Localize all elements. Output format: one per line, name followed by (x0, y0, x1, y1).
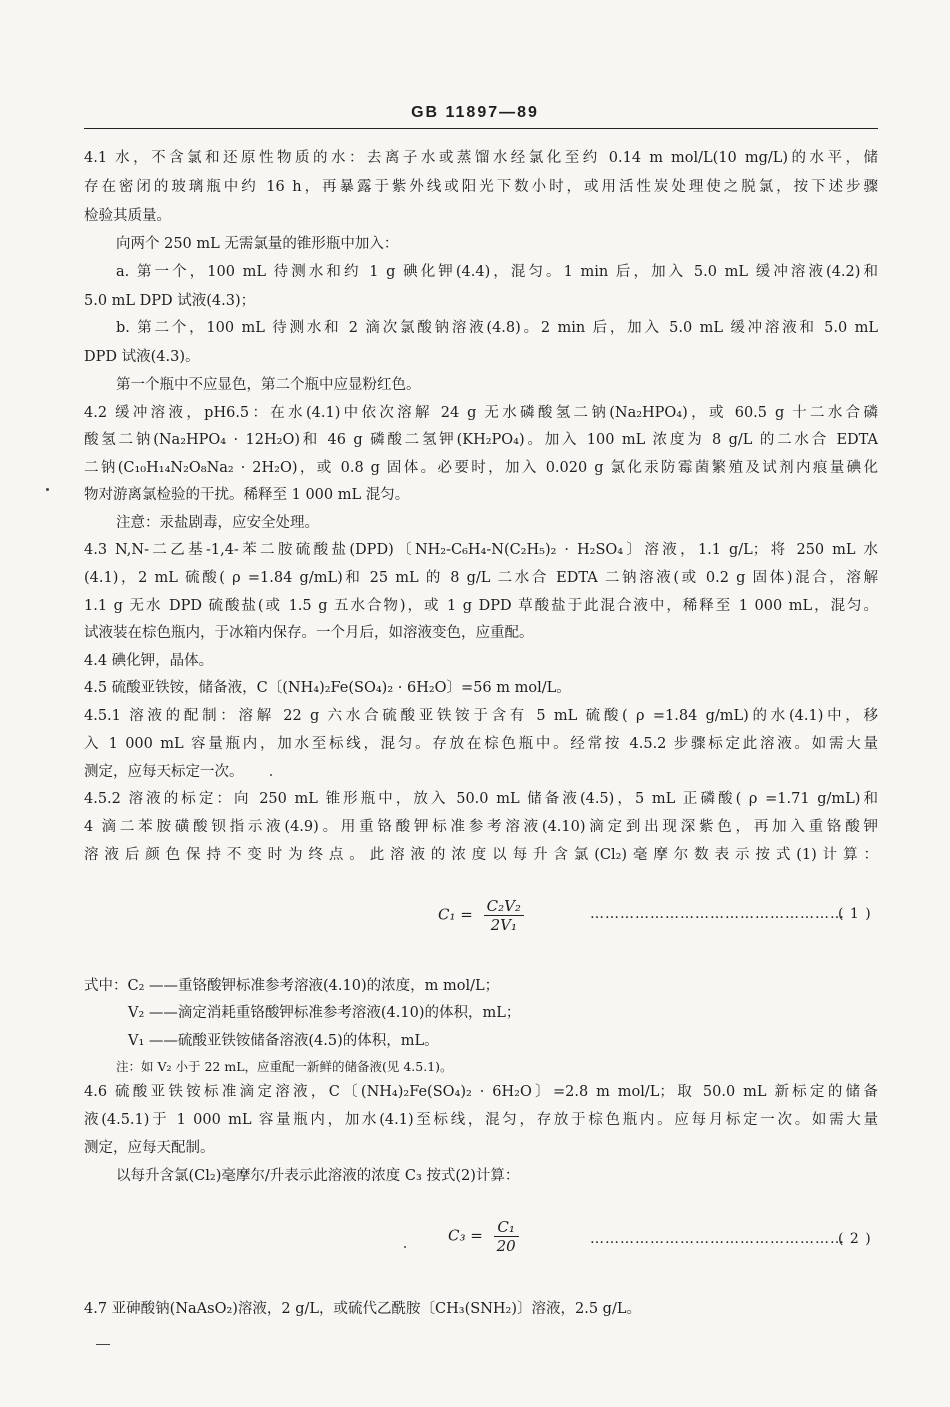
scan-speck (270, 774, 272, 776)
definition-line: V₁ ——硫酸亚铁铵储备溶液(4.5)的体积，mL。 (128, 1033, 439, 1049)
formula-1-fraction (484, 897, 524, 934)
text-line: 二钠(C₁₀H₁₄N₂O₈Na₂ · 2H₂O)，或 0.8 g 固体。必要时，加入 0.020 g 氯化汞防霉菌繁殖及试剂内痕量碘化 (84, 460, 878, 476)
formula-1-label: ( 1 ) (838, 906, 872, 922)
formula-2-leader: …………………………………………… (590, 1231, 845, 1247)
scan-speck (46, 488, 49, 491)
formula-2-numerator: C₁ (494, 1218, 519, 1237)
text-line: 测定，应每天标定一次。 (84, 764, 244, 780)
text-line: 第一个瓶中不应显色，第二个瓶中应显粉红色。 (116, 377, 421, 393)
scan-speck (404, 1246, 406, 1248)
text-line: 4.1 水，不含氯和还原性物质的水：去离子水或蒸馏水经氯化至约 0.14 m mol/L(10 mg/L)的水平，储 (84, 150, 878, 166)
formula-1-leader: …………………………………………… (590, 906, 845, 922)
text-line: 4.7 亚砷酸钠(NaAsO₂)溶液，2 g/L，或硫代乙酰胺〔CH₃(SNH₂)〕溶液，2.5 g/L。 (84, 1301, 641, 1317)
formula-1 (438, 897, 524, 947)
page-header: GB 11897—89 (411, 104, 539, 121)
formula-1-numerator: C₂V₂ (484, 897, 524, 916)
text-line: 1.1 g 无水 DPD 硫酸盐(或 1.5 g 五水合物)，或 1 g DPD 草酸盐于此混合液中，稀释至 1 000 mL，混匀。 (84, 598, 878, 614)
text-line: 4.5.1 溶液的配制：溶解 22 g 六水合硫酸亚铁铵于含有 5 mL 硫酸( ρ =1.84 g/mL)的水(4.1)中，移 (84, 708, 878, 724)
text-line: 4.2 缓冲溶液，pH6.5：在水(4.1)中依次溶解 24 g 无水磷酸氢二钠(Na₂HPO₄)，或 60.5 g 十二水合磷 (84, 405, 878, 421)
definition-line: V₂ ——滴定消耗重铬酸钾标准参考溶液(4.10)的体积，mL； (128, 1005, 521, 1021)
formula-2-fraction (494, 1218, 519, 1255)
scan-speck (96, 1344, 110, 1345)
formula-1-denominator: 2V₁ (490, 916, 517, 934)
text-line: 酸氢二钠(Na₂HPO₄ · 12H₂O)和 46 g 磷酸二氢钾(KH₂PO₄)。加入 100 mL 浓度为 8 g/L 的二水合 EDTA (84, 432, 878, 448)
text-line: 测定，应每天配制。 (84, 1140, 215, 1156)
text-line: a. 第一个，100 mL 待测水和约 1 g 碘化钾(4.4)，混匀。1 min 后，加入 5.0 mL 缓冲溶液(4.2)和 (116, 264, 878, 280)
text-line: 向两个 250 mL 无需氯量的锥形瓶中加入： (116, 236, 399, 252)
text-line: 溶液后颜色保持不变时为终点。此溶液的浓度以每升含氯(Cl₂)毫摩尔数表示按式(1)计算： (84, 847, 878, 863)
text-line: 检验其质量。 (84, 208, 171, 224)
text-line: (4.1)，2 mL 硫酸( ρ =1.84 g/mL)和 25 mL 的 8 g/L 二水合 EDTA 二钠溶液(或 0.2 g 固体)混合，溶解 (84, 570, 878, 586)
text-line: 4.5 硫酸亚铁铵，储备液，C〔(NH₄)₂Fe(SO₄)₂ · 6H₂O〕=56 m mol/L。 (84, 680, 571, 696)
text-line: 存在密闭的玻璃瓶中约 16 h，再暴露于紫外线或阳光下数小时，或用活性炭处理使之脱氯，按下述步骤 (84, 179, 878, 195)
text-line: 4 滴二苯胺磺酸钡指示液(4.9)。用重铬酸钾标准参考溶液(4.10)滴定到出现深紫色，再加入重铬酸钾 (84, 819, 878, 835)
text-line: 以每升含氯(Cl₂)毫摩尔/升表示此溶液的浓度 C₃ 按式(2)计算： (116, 1168, 520, 1184)
text-line: 4.5.2 溶液的标定：向 250 mL 锥形瓶中，放入 50.0 mL 储备液(4.5)，5 mL 正磷酸( ρ =1.71 g/mL)和 (84, 791, 878, 807)
note-line: 注：如 V₂ 小于 22 mL，应重配一新鲜的储备液(见 4.5.1)。 (116, 1059, 453, 1074)
text-line: 试液装在棕色瓶内，于冰箱内保存。一个月后，如溶液变色，应重配。 (84, 625, 534, 641)
text-line: 物对游离氯检验的干扰。稀释至 1 000 mL 混匀。 (84, 487, 410, 503)
formula-2-denominator: 20 (496, 1237, 516, 1255)
formula-2-lhs: C₃ = (448, 1226, 483, 1245)
formula-1-lhs: C₁ = (438, 905, 473, 924)
text-line: 注意：汞盐剧毒，应安全处理。 (116, 515, 319, 531)
text-line: b. 第二个，100 mL 待测水和 2 滴次氯酸钠溶液(4.8)。2 min 后，加入 5.0 mL 缓冲溶液和 5.0 mL (116, 320, 878, 336)
formula-2-label: ( 2 ) (838, 1231, 872, 1247)
text-line: 5.0 mL DPD 试液(4.3)； (84, 293, 256, 309)
text-line: 4.4 碘化钾，晶体。 (84, 653, 214, 669)
header-rule (84, 128, 878, 129)
text-line: 4.6 硫酸亚铁铵标准滴定溶液，C〔(NH₄)₂Fe(SO₄)₂ · 6H₂O〕=2.8 m mol/L；取 50.0 mL 新标定的储备 (84, 1084, 878, 1100)
text-line: DPD 试液(4.3)。 (84, 349, 200, 365)
text-line: 4.3 N,N-二乙基-1,4-苯二胺硫酸盐(DPD)〔NH₂-C₆H₄-N(C₂H₅)₂ · H₂SO₄〕溶液，1.1 g/L；将 250 mL 水 (84, 542, 878, 558)
text-line: 入 1 000 mL 容量瓶内，加水至标线，混匀。存放在棕色瓶中。经常按 4.5.2 步骤标定此溶液。如需大量 (84, 736, 878, 752)
formula-2 (448, 1218, 519, 1268)
definition-line: 式中：C₂ ——重铬酸钾标准参考溶液(4.10)的浓度，m mol/L； (84, 978, 500, 994)
text-line: 液(4.5.1)于 1 000 mL 容量瓶内，加水(4.1)至标线，混匀，存放于棕色瓶内。应每月标定一次。如需大量 (84, 1112, 878, 1128)
